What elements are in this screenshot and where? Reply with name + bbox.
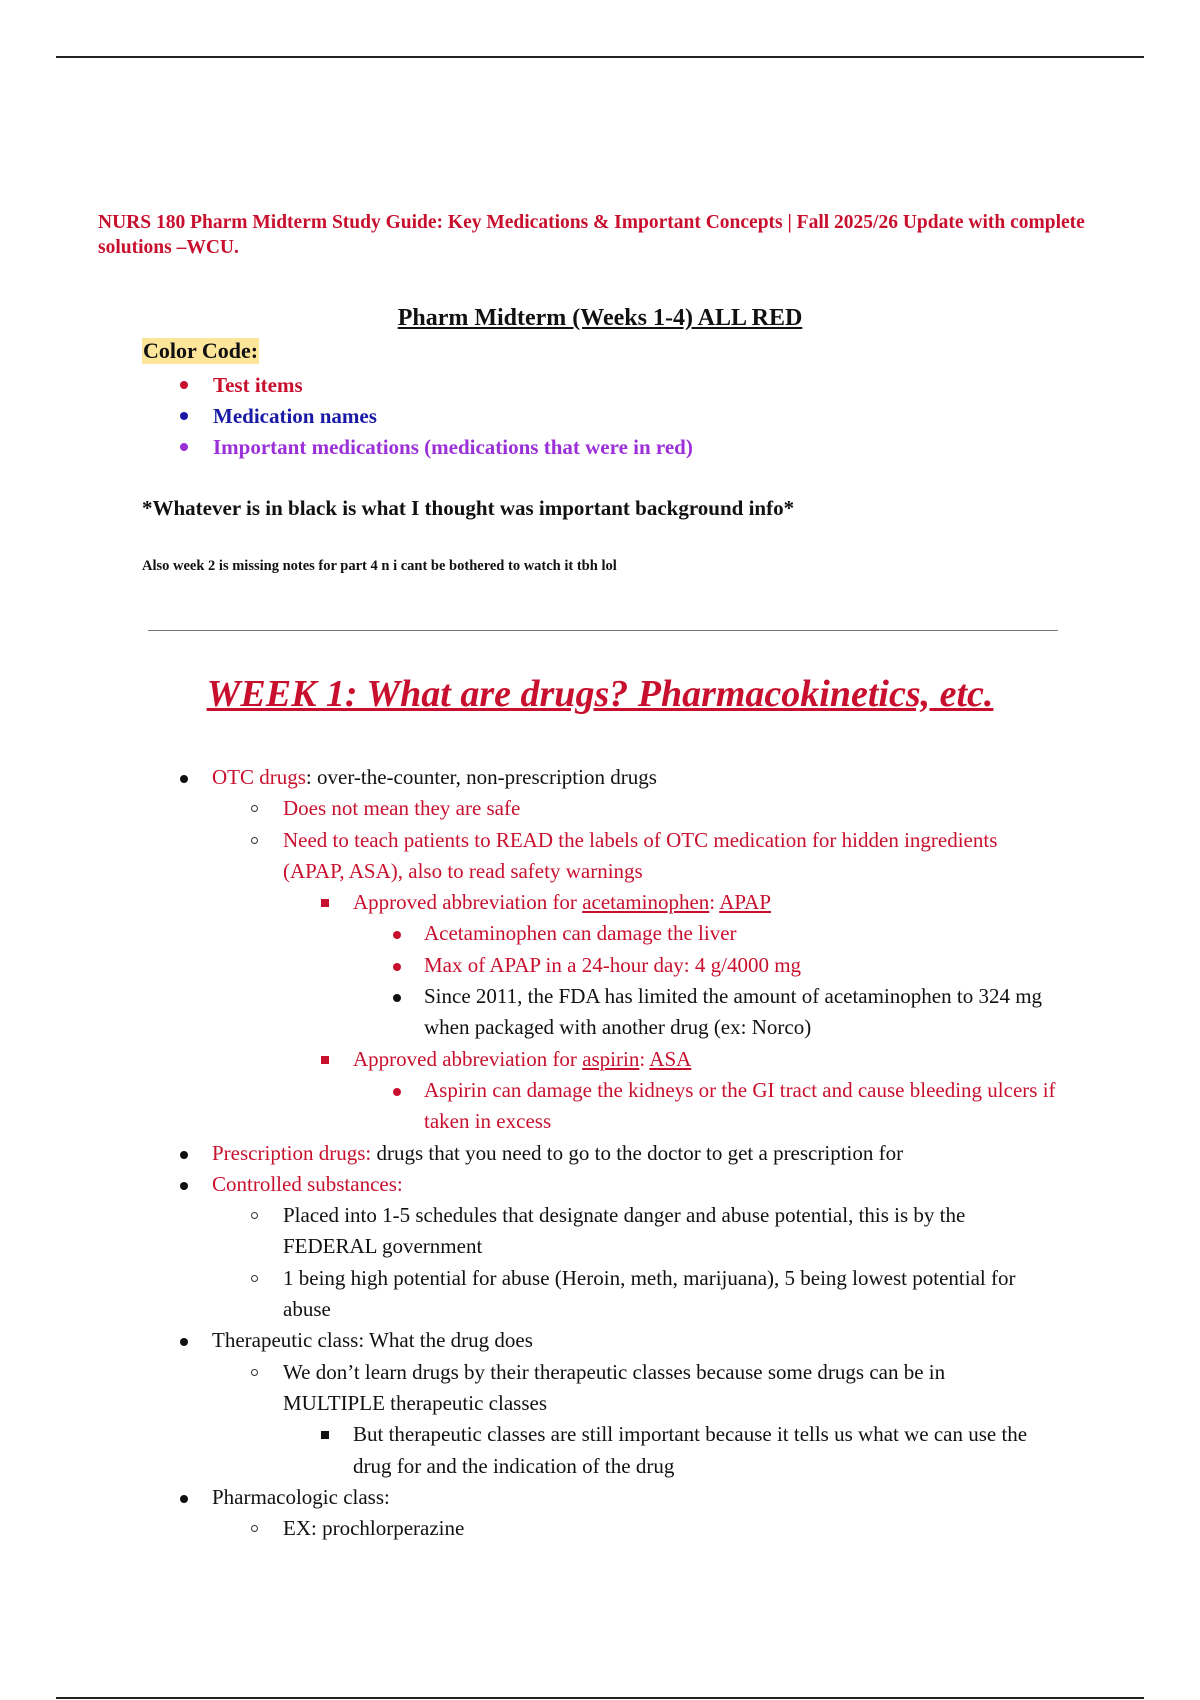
- bottom-rule: [56, 1697, 1144, 1699]
- list-item-controlled-levels: [0, 1263, 1043, 1326]
- hollow-bullet-icon: [251, 1275, 258, 1282]
- item-text: We don’t learn drugs by their therapeutic classes because some drugs can be in MULTIPLE therapeutic classes: [283, 1359, 946, 1415]
- item-text: But therapeutic classes are still important because it tells us what we can use the drug for and the indication of the drug: [353, 1422, 1028, 1478]
- hollow-bullet-icon: [251, 837, 258, 844]
- top-rule: [56, 56, 1144, 58]
- hollow-bullet-icon: [251, 805, 258, 812]
- item-prefix: Approved abbreviation for: [353, 1046, 583, 1071]
- bullet-icon: [180, 443, 188, 451]
- list-item-apap-max: [0, 950, 1064, 981]
- bullet-icon: [180, 775, 188, 783]
- list-item-otc-safety: [0, 793, 1043, 824]
- item-text: Acetaminophen can damage the liver: [424, 921, 737, 946]
- list-item-controlled-schedules: [0, 1200, 1043, 1263]
- square-bullet-icon: [321, 899, 329, 907]
- week-1-outline: [0, 762, 1200, 1544]
- item-text: Need to teach patients to READ the labels of OTC medication for hidden ingredients (APAP, ASA), also to read safety warnings: [283, 827, 998, 883]
- item-text: Does not mean they are safe: [283, 796, 521, 821]
- bullet-icon: [180, 1338, 188, 1346]
- item-text: Since 2011, the FDA has limited the amount of acetaminophen to 324 mg when packaged with another drug (ex: Norco): [424, 984, 1043, 1040]
- list-item-therapeutic-multiple: [0, 1357, 1043, 1420]
- list-item-prescription: [0, 1138, 1200, 1169]
- bullet-icon: [393, 994, 401, 1002]
- note-black-info: *Whatever is in black is what I thought was important background info*: [142, 496, 795, 520]
- square-bullet-icon: [321, 1056, 329, 1064]
- legend-item-medication-names: [180, 401, 693, 432]
- list-item-therapeutic-importance: [0, 1419, 1053, 1482]
- list-item-therapeutic: [0, 1325, 1200, 1356]
- section-divider: [148, 630, 1058, 631]
- term-controlled: Controlled substances:: [212, 1171, 403, 1196]
- hollow-bullet-icon: [251, 1212, 258, 1219]
- list-item-asa-damage: [0, 1075, 1064, 1138]
- bullet-icon: [180, 1495, 188, 1503]
- list-item-pharmacologic: [0, 1482, 1200, 1513]
- list-item-otc-labels: [0, 825, 1043, 888]
- item-text: Max of APAP in a 24-hour day: 4 g/4000 mg: [424, 952, 802, 977]
- bullet-icon: [180, 381, 188, 389]
- separator: :: [639, 1046, 650, 1071]
- bullet-icon: [180, 412, 188, 420]
- prescription-description: drugs that you need to go to the doctor to get a prescription for: [371, 1140, 904, 1165]
- item-text: 1 being high potential for abuse (Heroin, meth, marijuana), 5 being lowest potential for abuse: [283, 1265, 1016, 1322]
- bullet-icon: [393, 931, 401, 939]
- abbreviation-apap: APAP: [719, 890, 771, 915]
- item-text: Placed into 1-5 schedules that designate danger and abuse potential, this is by the FEDERAL government: [283, 1203, 966, 1259]
- list-item-apap: [0, 887, 1053, 918]
- legend-label: Test items: [213, 373, 303, 397]
- item-text: Therapeutic class: What the drug does: [212, 1328, 533, 1353]
- color-legend: [180, 370, 693, 463]
- bullet-icon: [393, 963, 401, 971]
- document-title: NURS 180 Pharm Midterm Study Guide: Key Medications & Important Concepts | Fall 2025/26 Update with complete solutions –WCU.: [98, 212, 1085, 258]
- abbreviation-asa: ASA: [649, 1046, 692, 1071]
- hollow-bullet-icon: [251, 1525, 258, 1532]
- otc-description: : over-the-counter, non-prescription drugs: [305, 765, 657, 789]
- list-item-asa: [0, 1044, 1053, 1075]
- term-otc: OTC drugs: [212, 765, 306, 789]
- hollow-bullet-icon: [251, 1369, 258, 1376]
- list-item-apap-fda: [0, 981, 1064, 1044]
- item-prefix: Approved abbreviation for: [353, 890, 583, 915]
- legend-item-important-medications: [180, 432, 693, 463]
- item-text: Pharmacologic class:: [212, 1484, 390, 1509]
- week-1-title: WEEK 1: What are drugs? Pharmacokinetics, etc.: [206, 673, 994, 715]
- item-text: EX: prochlorperazine: [283, 1516, 465, 1541]
- bullet-icon: [180, 1151, 188, 1159]
- bullet-icon: [180, 1182, 188, 1190]
- legend-label: Medication names: [213, 404, 377, 428]
- color-code-label: Color Code:: [143, 338, 259, 363]
- list-item-pharmacologic-example: [0, 1513, 1043, 1544]
- square-bullet-icon: [321, 1431, 329, 1439]
- bullet-icon: [393, 1088, 401, 1096]
- note-missing-week2: Also week 2 is missing notes for part 4 n i cant be bothered to watch it tbh lol: [142, 558, 617, 574]
- page-heading: Pharm Midterm (Weeks 1-4) ALL RED: [397, 305, 803, 331]
- list-item-controlled: [0, 1169, 1200, 1200]
- list-item-apap-liver: [0, 918, 1064, 949]
- item-text: Aspirin can damage the kidneys or the GI tract and cause bleeding ulcers if taken in excess: [424, 1077, 1056, 1134]
- separator: :: [709, 890, 720, 915]
- legend-item-test-items: [180, 370, 693, 401]
- term-prescription: Prescription drugs:: [212, 1140, 372, 1165]
- legend-label: Important medications (medications that were in red): [213, 435, 693, 459]
- drug-name-aspirin: aspirin: [582, 1046, 640, 1071]
- list-item-otc: [0, 762, 1200, 793]
- drug-name-acetaminophen: acetaminophen: [582, 890, 710, 915]
